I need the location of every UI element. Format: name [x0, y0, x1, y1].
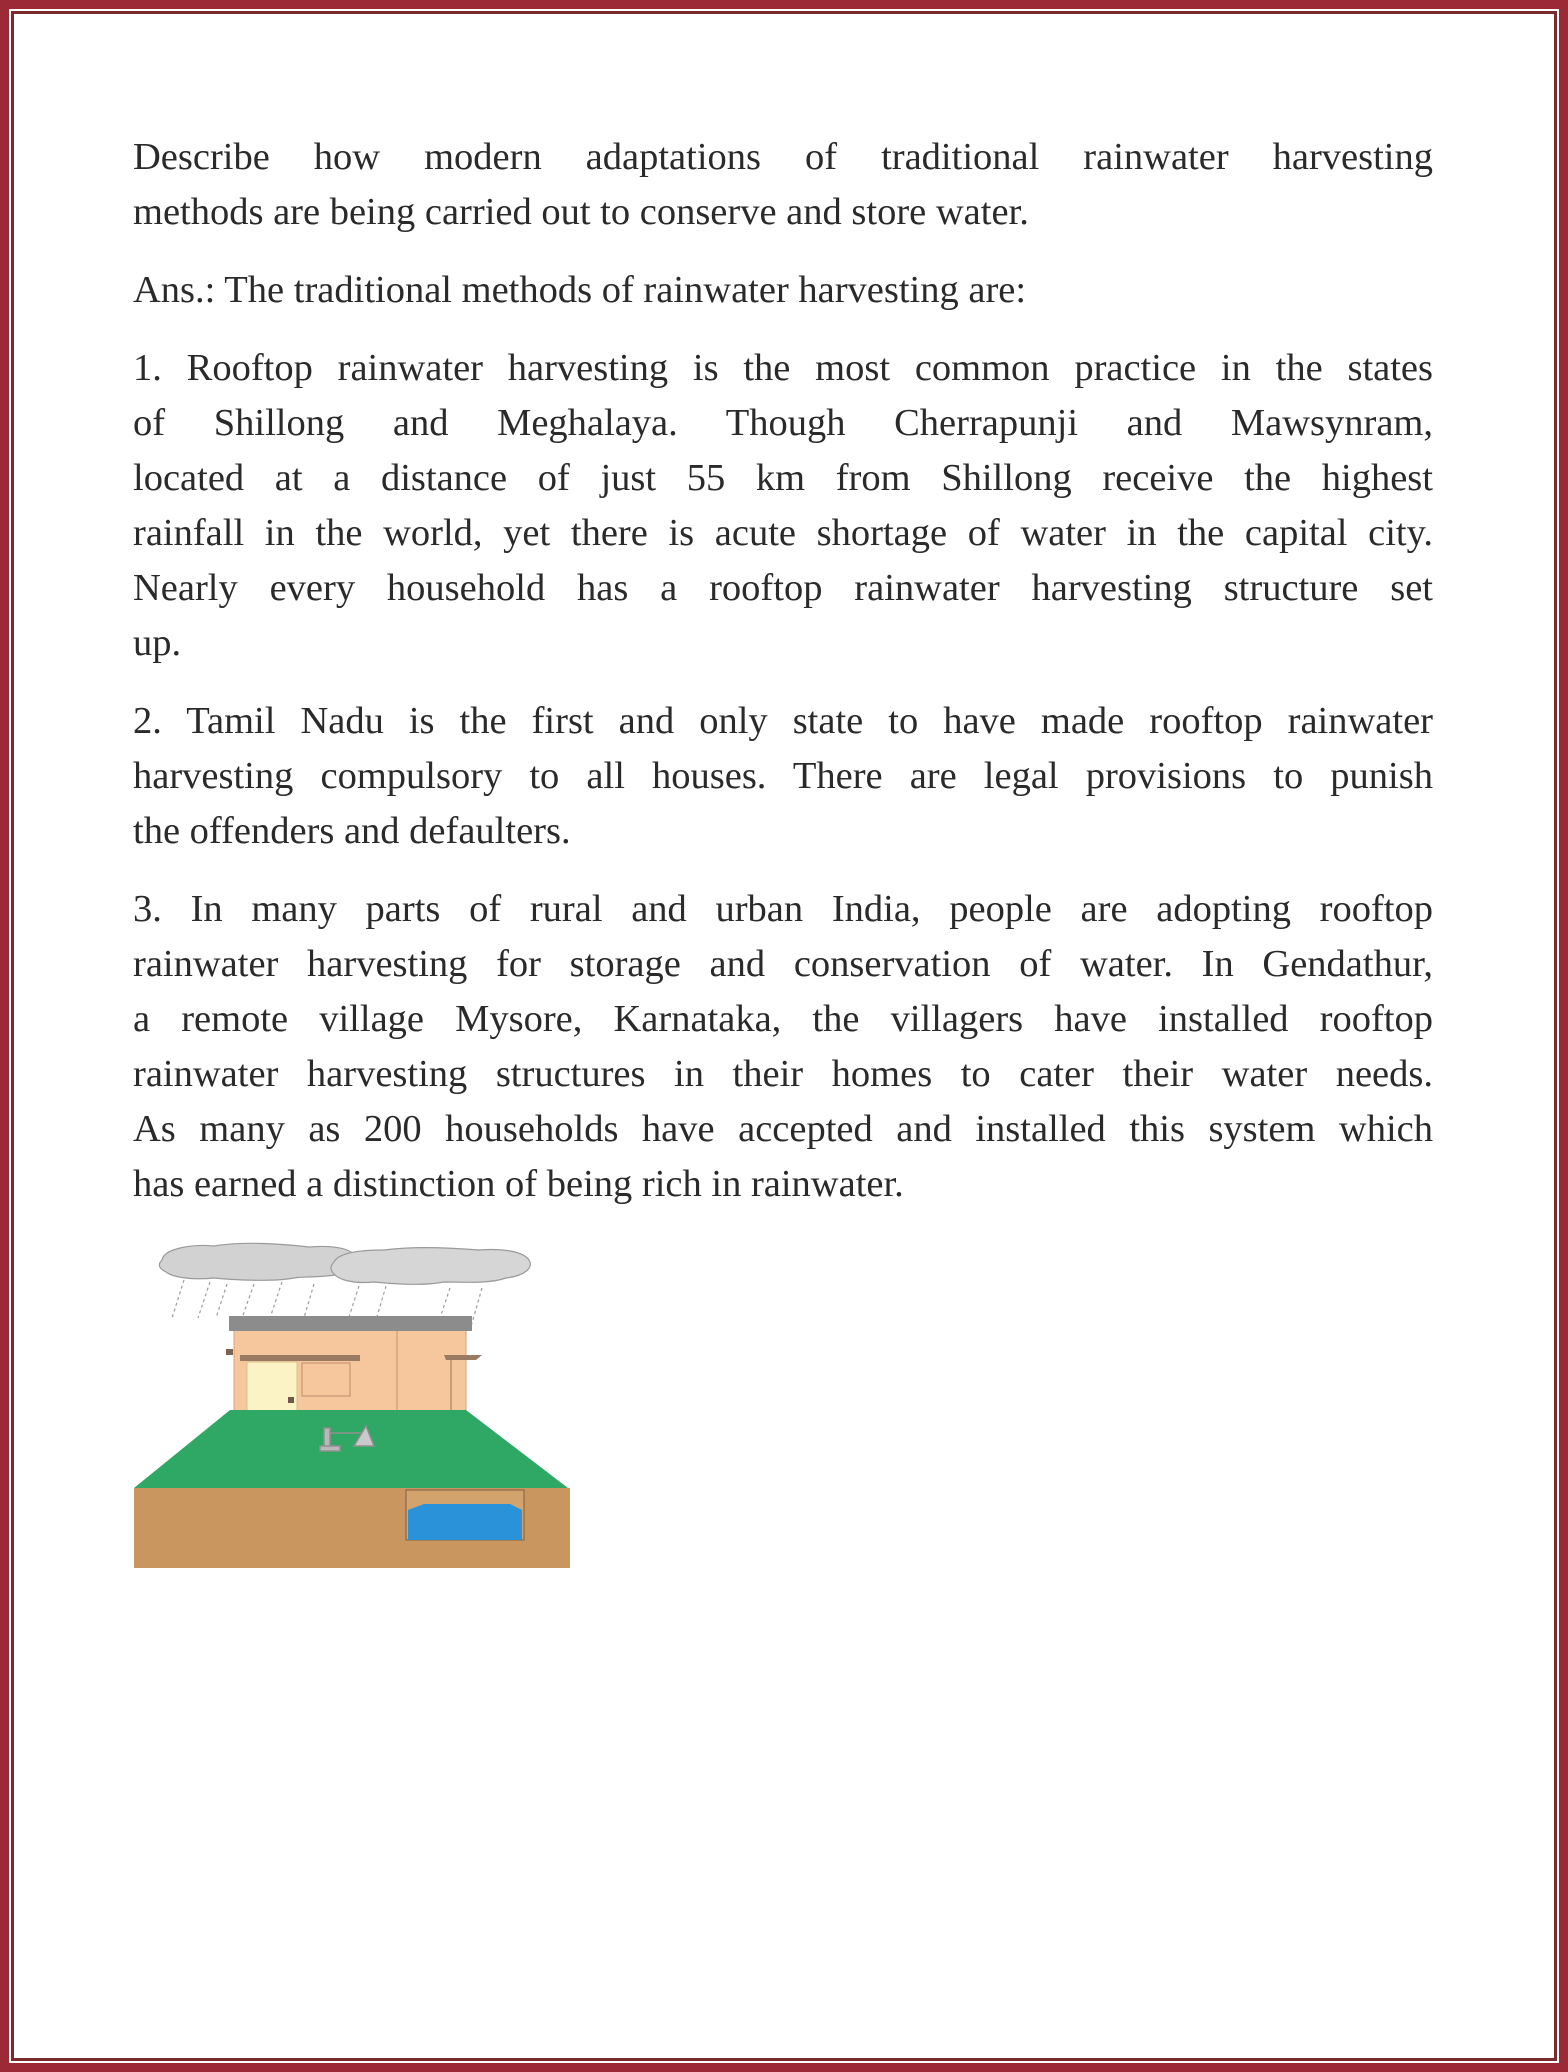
point-line: Nearly every household has a rooftop rainwater harvesting structure set	[133, 567, 1433, 609]
point-line: 3. In many parts of rural and urban India, people are adopting rooftop	[133, 888, 1433, 930]
point-line: rainfall in the world, yet there is acute shortage of water in the capital city.	[133, 512, 1433, 554]
point-line: 1. Rooftop rainwater harvesting is the most common practice in the states	[133, 347, 1433, 389]
question	[133, 130, 1433, 240]
rainwater-harvesting-figure	[134, 1238, 574, 1570]
point-line: 2. Tamil Nadu is the first and only state to have made rooftop rainwater	[133, 700, 1433, 742]
cloud-icon	[159, 1243, 530, 1284]
point-line: located at a distance of just 55 km from Shillong receive the highest	[133, 457, 1433, 499]
document-body	[133, 130, 1433, 1235]
point-line: up.	[133, 622, 182, 664]
point-line: has earned a distinction of being rich in rainwater.	[133, 1163, 904, 1205]
point-line: the offenders and defaulters.	[133, 810, 571, 852]
answer-point-2	[133, 694, 1433, 859]
question-line: methods are being carried out to conserve and store water.	[133, 191, 1029, 233]
point-line: rainwater harvesting for storage and conservation of water. In Gendathur,	[133, 943, 1433, 985]
question-line: Describe how modern adaptations of traditional rainwater harvesting	[133, 136, 1433, 178]
storage-tank-icon	[406, 1490, 524, 1540]
answer-intro-line: Ans.: The traditional methods of rainwater harvesting are:	[133, 269, 1027, 311]
point-line: As many as 200 households have accepted and installed this system which	[133, 1108, 1433, 1150]
point-line: a remote village Mysore, Karnataka, the villagers have installed rooftop	[133, 998, 1433, 1040]
ground-grass	[134, 1410, 568, 1488]
point-line: rainwater harvesting structures in their homes to cater their water needs.	[133, 1053, 1433, 1095]
answer-point-3	[133, 882, 1433, 1212]
answer-point-1	[133, 341, 1433, 671]
point-line: of Shillong and Meghalaya. Though Cherrapunji and Mawsynram,	[133, 402, 1433, 444]
answer-intro	[133, 263, 1433, 318]
point-line: harvesting compulsory to all houses. There are legal provisions to punish	[133, 755, 1433, 797]
